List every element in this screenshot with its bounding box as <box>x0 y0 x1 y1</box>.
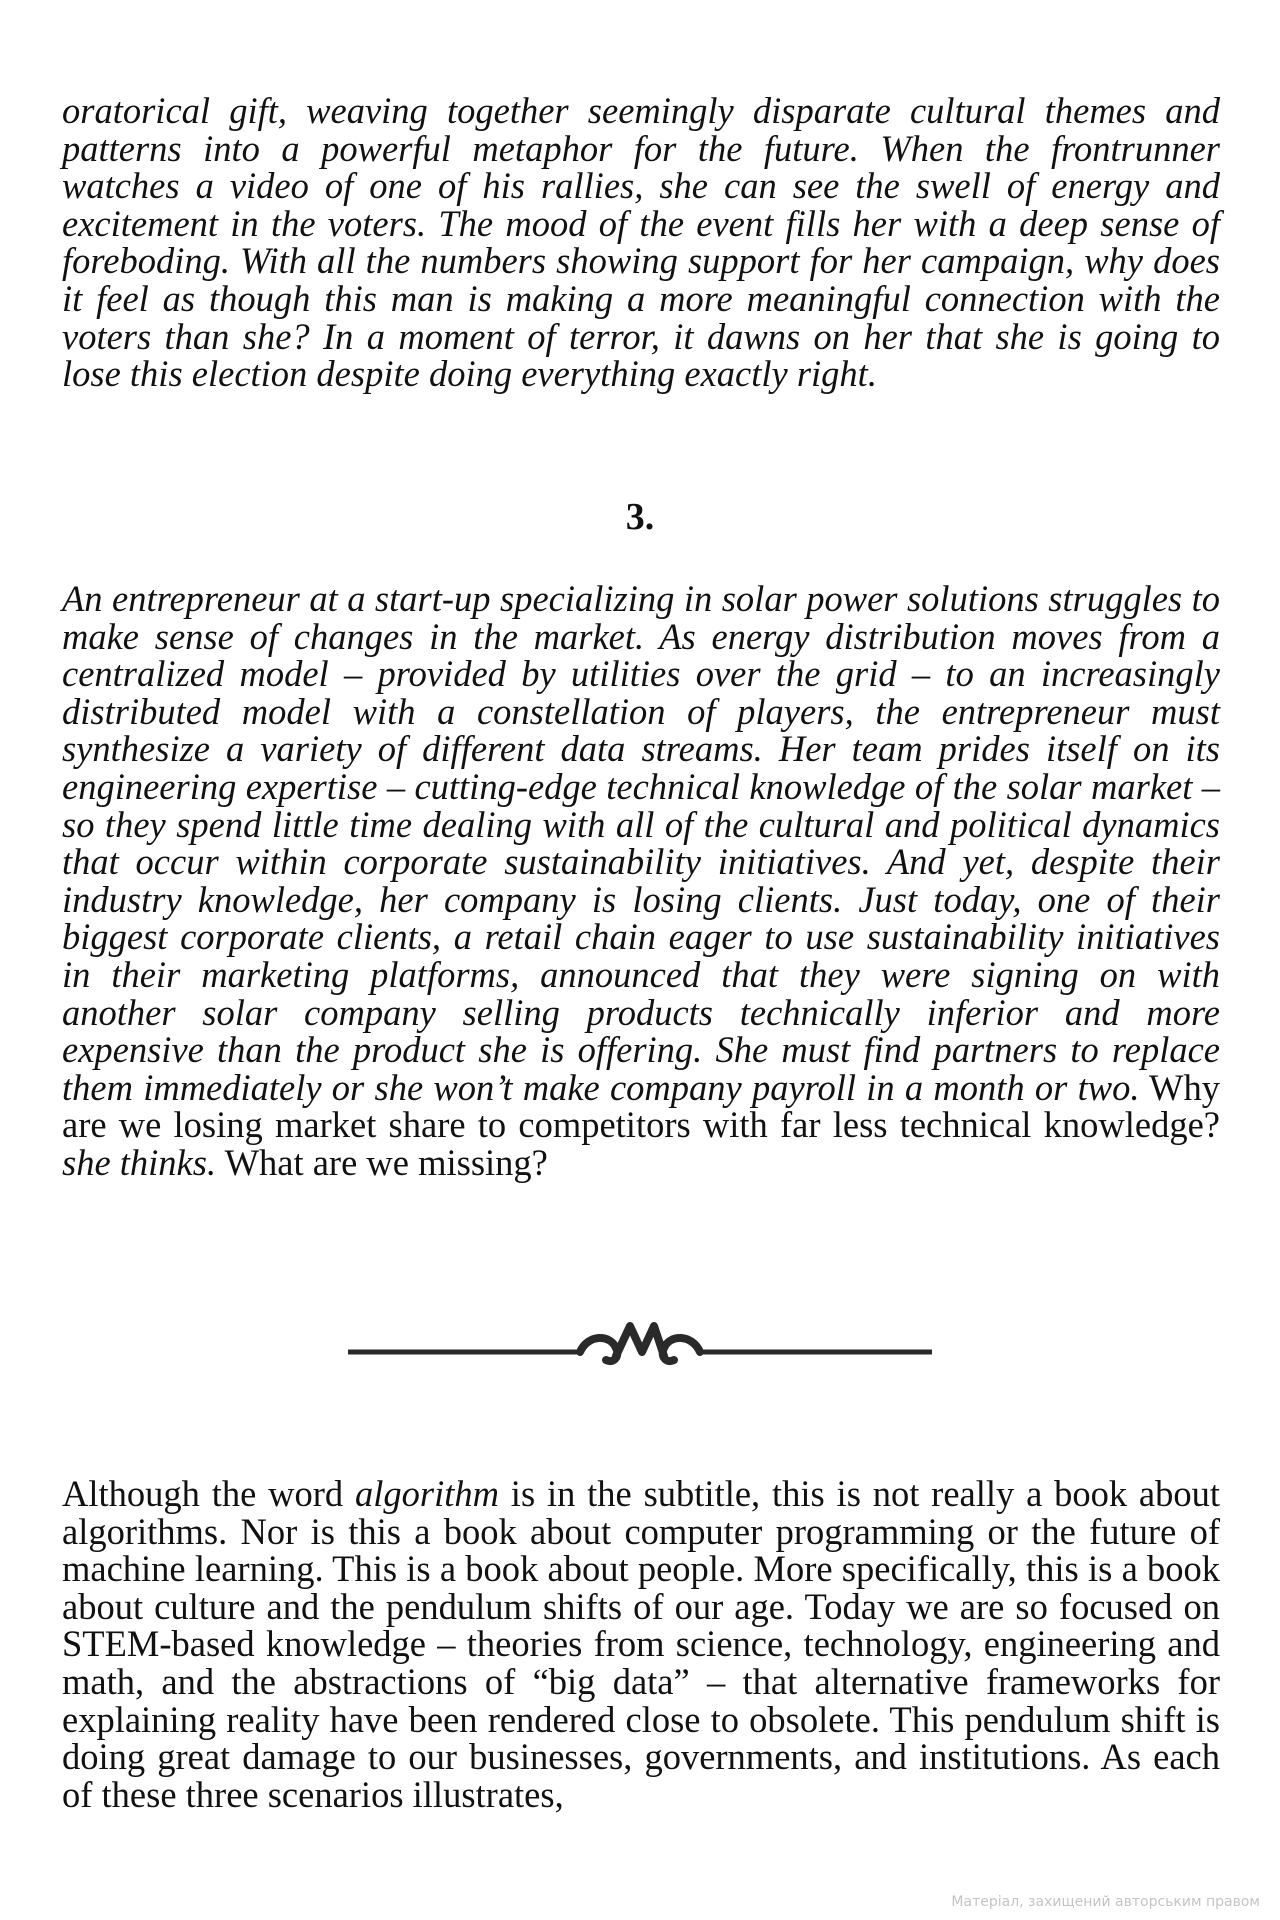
scenario-3-attribution: she thinks. <box>62 1141 217 1183</box>
section-heading: 3. <box>625 496 655 538</box>
intro-emphasis: algorithm <box>354 1473 499 1514</box>
flourish-divider-icon <box>348 1312 932 1378</box>
scenario-3-thought-1: Why are we losing market share to competitors with far less technical knowledge? <box>62 1066 1220 1146</box>
scenario-3-italic-text: An entrepreneur at a start-up specializing in solar power solutions struggles to make sense of changes in the market. As energy distribution moves from a centralized model – provided by utilities over the grid – to an increasingly distributed model with a constellation of players, the entrepreneur must synthesize a variety of different data streams. Her team prides itself on its engineering expertise – cutting-edge technical knowledge of the solar market – so they spend little time dealing with all of the cultural and political dynamics that occur within corporate sustainability initiatives. And yet, despite their industry knowledge, her company is losing clients. Just today, one of their biggest corporate clients, a retail chain eager to use sustainability initiatives in their marketing platforms, announced that they were signing on with another solar company selling products technically inferior and more expensive than the product she is offering. She must find partners to replace them immediately or she won’t make company payroll in a month or two. <box>62 578 1220 1108</box>
intro-rest: is in the subtitle, this is not really a book about algorithms. Nor is this a book about computer programming or the future of machine learning. This is a book about people. More specifically, this is a book about culture and the pendulum shifts of our age. Today we are so focused on STEM-based knowledge – theories from science, technology, engineering and math, and the abstractions of “big data” – that alternative frameworks for explaining reality have been rendered close to obsolete. This pendulum shift is doing great damage to our businesses, governments, and institutions. As each of these three scenarios illustrates, <box>62 1473 1221 1815</box>
scenario-2-paragraph <box>62 92 1220 393</box>
intro-paragraph <box>62 1475 1220 1813</box>
copyright-watermark: Матеріал, захищений авторським правом <box>951 1894 1260 1910</box>
scenario-3-thought-2: What are we missing? <box>224 1141 548 1183</box>
scenario-3-paragraph <box>62 580 1220 1182</box>
scenario-2-text: oratorical gift, weaving together seemingly disparate cultural themes and patterns into a powerful metaphor for the future. When the frontrunner watches a video of one of his rallies, she can see the swell of energy and excitement in the voters. The mood of the event fills her with a deep sense of foreboding. With all the numbers showing support for her campaign, why does it feel as though this man is making a more meaningful connection with the voters than she? In a moment of terror, it dawns on her that she is going to lose this election despite doing everything exactly right. <box>62 90 1220 395</box>
intro-lead: Although the word <box>62 1473 344 1514</box>
